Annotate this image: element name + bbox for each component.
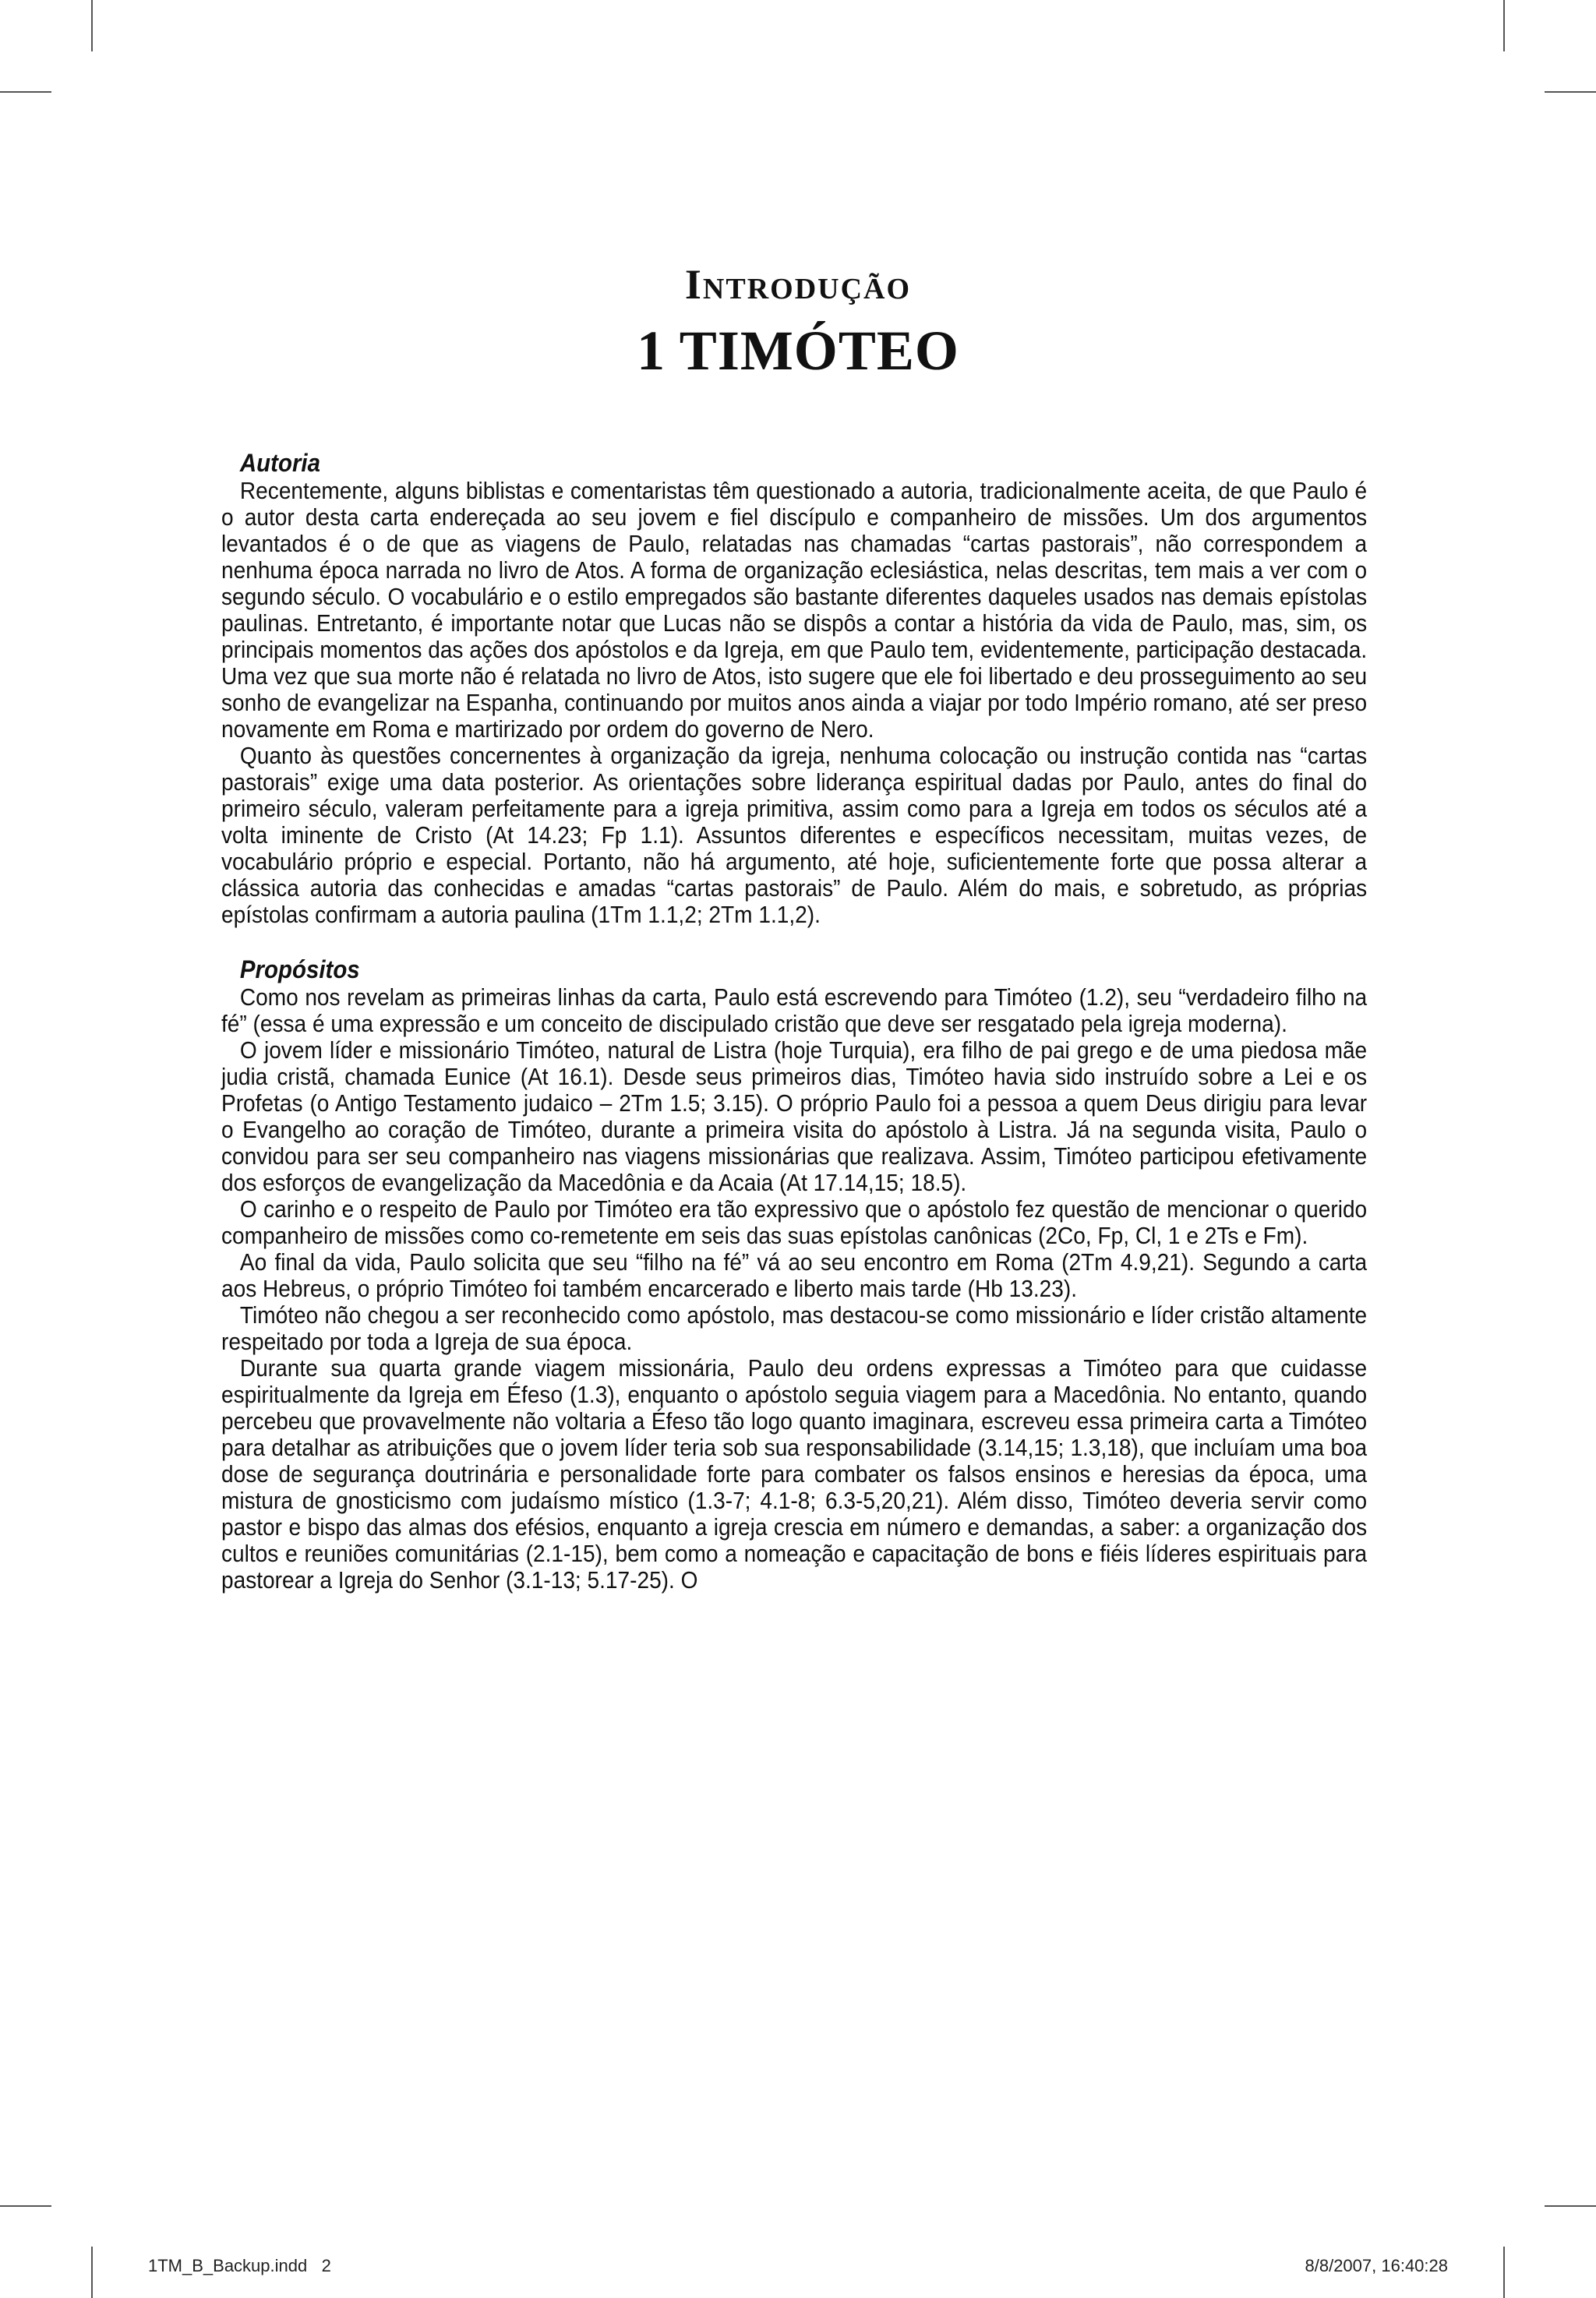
crop-mark-bottom-right [1503, 2247, 1505, 2298]
paragraph: Durante sua quarta grande viagem missionária, Paulo deu ordens expressas a Timóteo para que cuidasse espiritualmente da Igreja em Éfeso (1.3), enquanto o apóstolo seguia viagem para a Macedônia. No entanto, quando percebeu que provavelmente não voltaria a Éfeso tão logo quanto imaginara, escreveu essa primeira carta a Timóteo para detalhar as atribuições que o jovem líder teria sob sua responsabilidade (3.14,15; 1.3,18), que incluíam uma boa dose de segurança doutrinária e personalidade forte para combater os falsos ensinos e heresias da época, uma mistura de gnosticismo com judaísmo místico (1.3-7; 4.1-8; 6.3-5,20,21). Além disso, Timóteo deveria servir como pastor e bispo das almas dos efésios, enquanto a igreja crescia em número e demandas, a saber: a organização dos cultos e reuniões comunitárias (2.1-15), bem como a nomeação e capacitação de bons e fiéis líderes espirituais para pastorear a Igreja do Senhor (3.1-13; 5.17-25). O [221, 1355, 1368, 1594]
page-title: 1 TIMÓTEO [637, 319, 959, 382]
paragraph: Quanto às questões concernentes à organização da igreja, nenhuma colocação ou instrução contida nas “cartas pastorais” exige uma data posterior. As orientações sobre liderança espiritual dadas por Paulo, antes do final do primeiro século, valeram perfeitamente para a igreja primitiva, assim como para a Igreja em todos os séculos até a volta iminente de Cristo (At 14.23; Fp 1.1). Assuntos diferentes e específicos necessitam, muitas vezes, de vocabulário próprio e especial. Portanto, não há argumento, até hoje, suficientemente forte que possa alterar a clássica autoria das conhecidas e amadas “cartas pastorais” de Paulo. Além do mais, e sobretudo, as próprias epístolas confirmam a autoria paulina (1Tm 1.1,2; 2Tm 1.1,2). [221, 743, 1368, 928]
crop-mark-top-left [91, 0, 93, 51]
crop-mark-bottom-left-h [0, 2205, 51, 2207]
footer-file-label: 1TM_B_Backup.indd 2 [148, 2256, 331, 2275]
page-pretitle: Introdução [684, 261, 912, 308]
paragraph: Como nos revelam as primeiras linhas da carta, Paulo está escrevendo para Timóteo (1.2), seu “verdadeiro filho na fé” (essa é uma expressão e um conceito de discipulado cristão que deve ser resgatado pela igreja moderna). [221, 984, 1368, 1037]
paragraph: Ao final da vida, Paulo solicita que seu “filho na fé” vá ao seu encontro em Roma (2Tm 4.9,21). Segundo a carta aos Hebreus, o próprio Timóteo foi também encarcerado e liberto mais tarde (Hb 13.23). [221, 1249, 1368, 1302]
footer-timestamp: 8/8/2007, 16:40:28 [1305, 2256, 1448, 2275]
section-heading: Propósitos [239, 955, 360, 983]
crop-mark-bottom-left [91, 2247, 93, 2298]
paragraph: Timóteo não chegou a ser reconhecido como apóstolo, mas destacou-se como missionário e líder cristão altamente respeitado por toda a Igreja de sua época. [221, 1302, 1368, 1355]
crop-mark-bottom-right-h [1545, 2205, 1596, 2207]
paragraph: O carinho e o respeito de Paulo por Timóteo era tão expressivo que o apóstolo fez questão de mencionar o querido companheiro de missões como co-remetente em seis das suas epístolas canônicas (2Co, Fp, Cl, 1 e 2Ts e Fm). [221, 1196, 1368, 1249]
section-heading: Autoria [239, 449, 320, 477]
crop-mark-top-left-h [0, 91, 51, 93]
body-text [221, 448, 1368, 1594]
paragraph: Recentemente, alguns biblistas e comentaristas têm questionado a autoria, tradicionalmente aceita, de que Paulo é o autor desta carta endereçada ao seu jovem e fiel discípulo e companheiro de missões. Um dos argumentos levantados é o de que as viagens de Paulo, relatadas nas chamadas “cartas pastorais”, não correspondem a nenhuma época narrada no livro de Atos. A forma de organização eclesiástica, nelas descritas, tem mais a ver com o segundo século. O vocabulário e o estilo empregados são bastante diferentes daqueles usados nas demais epístolas paulinas. Entretanto, é importante notar que Lucas não se dispôs a contar a história da vida de Paulo, mas, sim, os principais momentos das ações dos apóstolos e da Igreja, em que Paulo tem, evidentemente, participação destacada. Uma vez que sua morte não é relatada no livro de Atos, isto sugere que ele foi libertado e deu prosseguimento ao seu sonho de evangelizar na Espanha, continuando por muitos anos ainda a viajar por todo Império romano, até ser preso novamente em Roma e martirizado por ordem do governo de Nero. [221, 478, 1368, 743]
crop-mark-top-right [1503, 0, 1505, 51]
section-autoria [221, 448, 1367, 928]
crop-mark-top-right-h [1545, 91, 1596, 93]
section-propositos [221, 955, 1367, 1594]
paragraph: O jovem líder e missionário Timóteo, natural de Listra (hoje Turquia), era filho de pai grego e de uma piedosa mãe judia cristã, chamada Eunice (At 16.1). Desde seus primeiros dias, Timóteo havia sido instruído sobre a Lei e os Profetas (o Antigo Testamento judaico – 2Tm 1.5; 3.15). O próprio Paulo foi a pessoa a quem Deus dirigiu para levar o Evangelho ao coração de Timóteo, durante a primeira visita do apóstolo à Listra. Já na segunda visita, Paulo o convidou para ser seu companheiro nas viagens missionárias que realizava. Assim, Timóteo participou efetivamente dos esforços de evangelização da Macedônia e da Acaia (At 17.14,15; 18.5). [221, 1037, 1368, 1196]
title-block [0, 253, 1596, 386]
